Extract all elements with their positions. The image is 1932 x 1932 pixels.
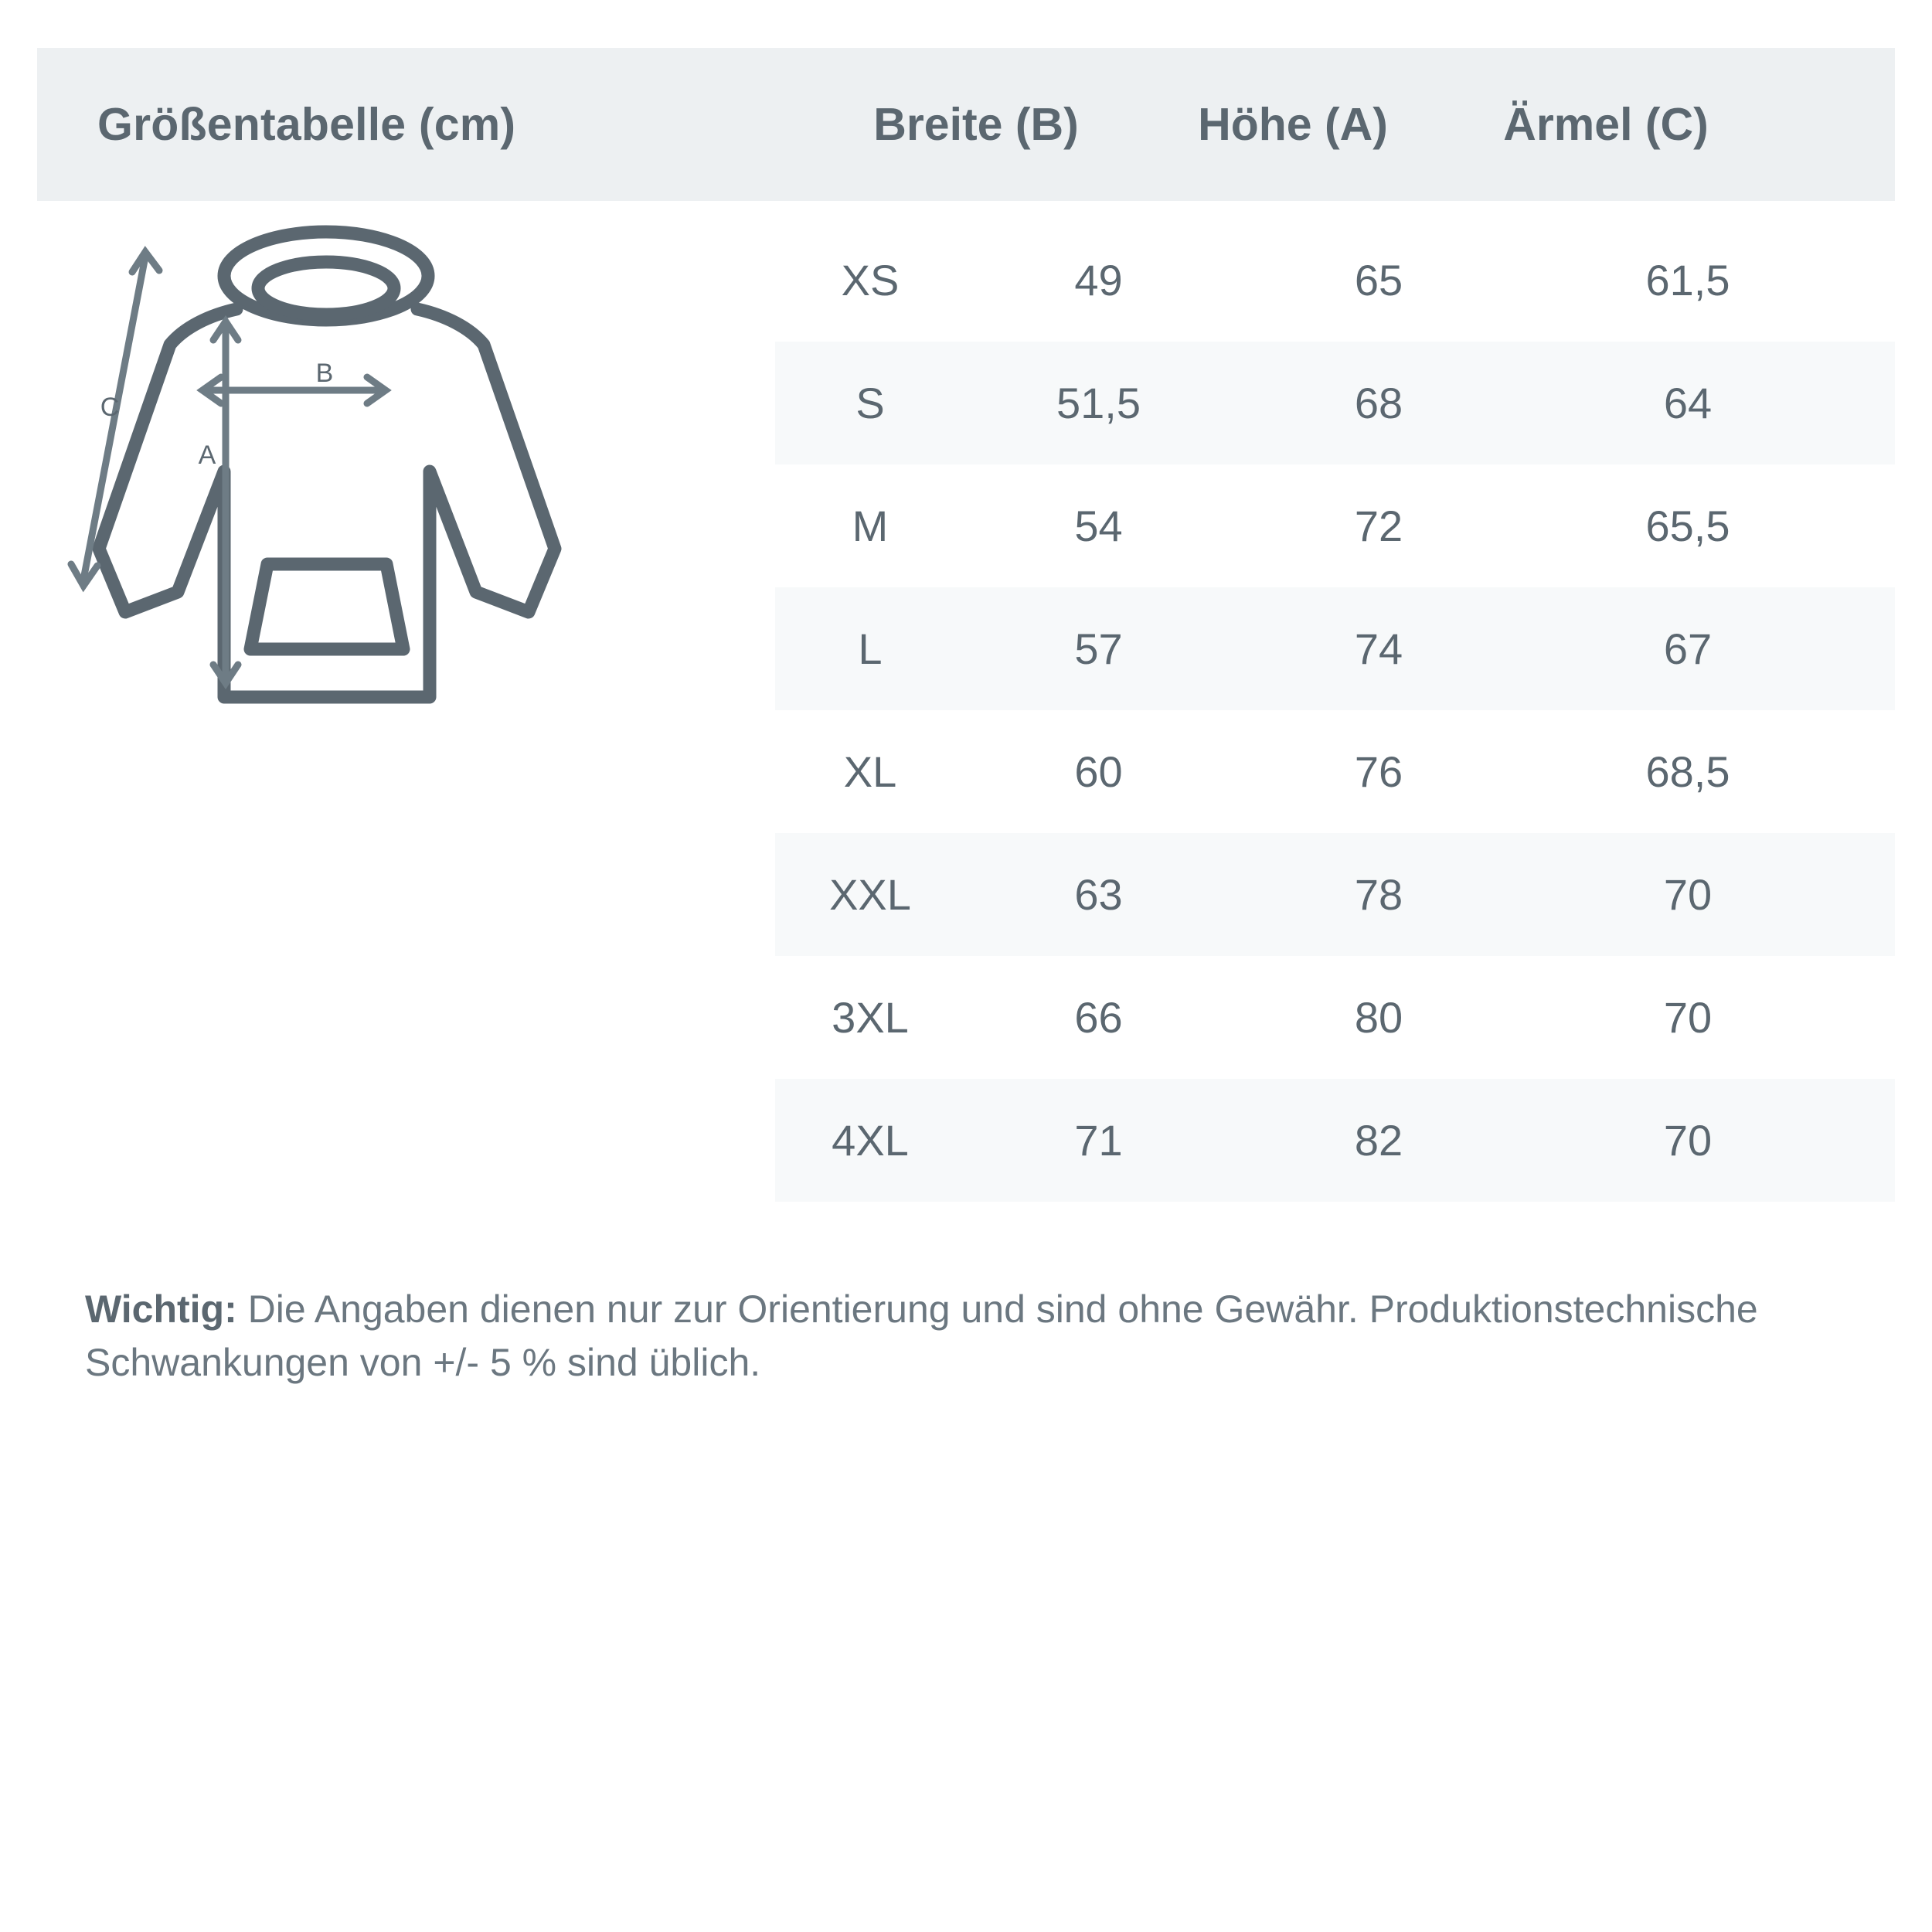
cell-height: 74 bbox=[1354, 624, 1403, 673]
cell-height: 78 bbox=[1354, 870, 1403, 919]
cell-height: 80 bbox=[1354, 993, 1403, 1042]
cell-width: 66 bbox=[1074, 993, 1123, 1042]
column-header-sleeve: Ärmel (C) bbox=[1503, 99, 1709, 150]
column-header-width: Breite (B) bbox=[873, 99, 1079, 150]
hoodie-outline bbox=[99, 232, 555, 697]
disclaimer-text: Die Angaben dienen nur zur Orientierung und sind ohne Gewähr. Produktionstechnische Schwankungen von +/- 5 % sind üblich. bbox=[85, 1287, 1758, 1384]
table-header-band bbox=[37, 48, 1895, 201]
cell-sleeve: 61,5 bbox=[1645, 256, 1730, 304]
hoodie-measurement-diagram bbox=[54, 216, 773, 804]
cell-height: 82 bbox=[1354, 1116, 1403, 1165]
cell-sleeve: 70 bbox=[1663, 993, 1713, 1042]
cell-size: XL bbox=[843, 747, 897, 796]
cell-height: 72 bbox=[1354, 502, 1403, 550]
cell-size: M bbox=[852, 502, 889, 550]
column-header-height: Höhe (A) bbox=[1198, 99, 1388, 150]
cell-width: 63 bbox=[1074, 870, 1123, 919]
table-row bbox=[775, 219, 1895, 342]
cell-height: 68 bbox=[1354, 379, 1403, 427]
cell-size: L bbox=[858, 624, 883, 673]
disclaimer bbox=[85, 1283, 1855, 1389]
table-row bbox=[775, 464, 1895, 587]
cell-size: XS bbox=[841, 256, 900, 304]
cell-size: 4XL bbox=[832, 1116, 909, 1165]
cell-sleeve: 65,5 bbox=[1645, 502, 1730, 550]
label-sleeve-c: C bbox=[100, 393, 120, 422]
cell-sleeve: 70 bbox=[1663, 1116, 1713, 1165]
page-title: Größentabelle (cm) bbox=[97, 99, 516, 150]
table-row bbox=[775, 833, 1895, 956]
cell-width: 71 bbox=[1074, 1116, 1123, 1165]
cell-sleeve: 67 bbox=[1663, 624, 1713, 673]
cell-sleeve: 68,5 bbox=[1645, 747, 1730, 796]
cell-width: 51,5 bbox=[1056, 379, 1141, 427]
table-row bbox=[775, 1079, 1895, 1202]
cell-width: 60 bbox=[1074, 747, 1123, 796]
cell-sleeve: 70 bbox=[1663, 870, 1713, 919]
table-row bbox=[775, 587, 1895, 710]
cell-width: 57 bbox=[1074, 624, 1123, 673]
column-headers bbox=[810, 98, 1895, 151]
size-table bbox=[775, 219, 1895, 1202]
cell-height: 65 bbox=[1354, 256, 1403, 304]
cell-width: 54 bbox=[1074, 502, 1123, 550]
table-row bbox=[775, 342, 1895, 464]
table-row bbox=[775, 710, 1895, 833]
table-row bbox=[775, 956, 1895, 1079]
label-height-a: A bbox=[198, 440, 216, 470]
cell-height: 76 bbox=[1354, 747, 1403, 796]
cell-width: 49 bbox=[1074, 256, 1123, 304]
cell-size: XXL bbox=[829, 870, 911, 919]
disclaimer-label: Wichtig: bbox=[85, 1287, 237, 1331]
hoodie-svg bbox=[54, 216, 773, 804]
cell-size: 3XL bbox=[832, 993, 909, 1042]
label-width-b: B bbox=[315, 359, 334, 388]
cell-sleeve: 64 bbox=[1663, 379, 1713, 427]
cell-size: S bbox=[855, 379, 885, 427]
